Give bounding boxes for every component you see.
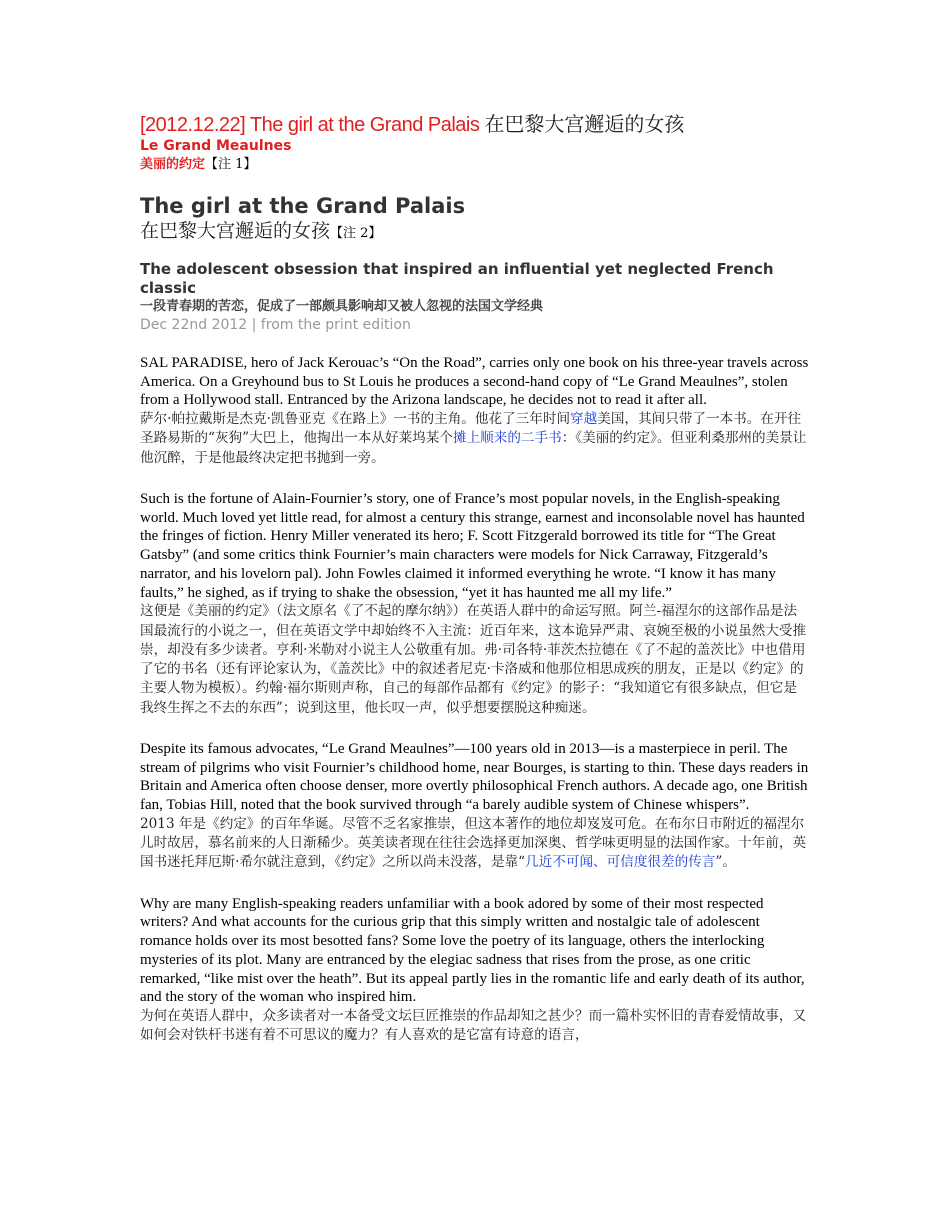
paragraph [140,895,810,1046]
standfirst-zh: 一段青春期的苦恋，促成了一部颇具影响却又被人忽视的法国文学经典 [140,299,544,314]
headline-zh-text: 在巴黎大宫邂逅的女孩 [140,220,331,242]
paragraph-zh-text: 萨尔·帕拉戴斯是杰克·凯鲁亚克《在路上》一书的主角。他花了三年时间 [140,411,571,428]
paragraph-zh-text: 美国，其间只带了一本书。在开往圣路易斯的“灰狗”大巴上，他掏出一本从好莱坞某个 [140,411,802,447]
paragraph-en: Despite its famous advocates, “Le Grand Meaulnes”—100 years old in 2013—is a masterpiece in peril. The stream of pilgrims who visit Fournier’s childhood home, near Bourges, is starting to thin. These days readers in Britain and America often choose denser, more overtly philosophical French authors. A decade ago, one British fan, Tobias Hill, noted that the book survived through “a barely audible system of Chinese whispers”. [140,741,809,814]
paragraph-zh-text: ：《美丽的约定》。但亚利桑那州的美景让他沉醉，于是他最终决定把书抛到一旁。 [140,430,807,466]
paragraph-zh: 这便是《美丽的约定》（法文原名《了不起的摩尔纳》）在英语人群中的命运写照。阿兰-福涅尔的这部作品是法国最流行的小说之一，但在英语文学中却始终不入主流：近百年来，这本诡异严肃、哀婉至极的小说虽然大受推崇，却没有多少读者。亨利·米勒对小说主人公敬重有加。弗·司各特·菲茨杰拉德在《了不起的盖茨比》中也借用了它的书名（还有评论家认为，《盖茨比》中的叙述者尼克·卡洛威和他那位相思成疾的朋友，正是以《约定》的主要人物为模板）。约翰·福尔斯则声称，自己的每部作品都有《约定》的影子：“我知道它有很多缺点，但它是我终生挥之不去的东西”；说到这里，他长叹一声，似乎想要摆脱这种痴迷。 [140,603,807,716]
zh-book-title-text: 美丽的约定 [140,157,206,172]
annotation-link[interactable]: 穿越 [570,411,598,428]
note-1-label: 【注 1】 [205,157,257,172]
headline: The girl at the Grand Palais [140,194,466,218]
zh-book-title [140,155,810,175]
paragraph-zh [140,410,810,468]
dateline: Dec 22nd 2012 | from the print edition [140,317,411,333]
paragraph [140,490,810,718]
paragraph-zh: 为何在英语人群中，众多读者对一本备受文坛巨匠推崇的作品却知之甚少？而一篇朴实怀旧的青春爱情故事，又如何会对铁杆书迷有着不可思议的魔力？有人喜欢的是它富有诗意的语言， [140,1007,807,1044]
page-title-en: [2012.12.22] The girl at the Grand Palais [140,114,480,136]
page-title [140,112,810,138]
page-title-zh: 在巴黎大宫邂逅的女孩 [484,112,685,136]
article-page [140,112,810,1046]
note-2-label: 【注 2】 [330,226,382,241]
paragraph [140,740,810,873]
paragraph-zh-text: 2013 年是《约定》的百年华诞。尽管不乏名家推崇，但这本著作的地位却岌岌可危。在布尔日市附近的福涅尔儿时故居，慕名前来的人日渐稀少。英美读者现在往往会选择更加深奥、哲学味更明显的法国作家。十年前，英国书迷托拜厄斯·希尔就注意到，《约定》之所以尚未没落，是靠“ [140,815,807,871]
paragraph-zh [140,815,810,873]
annotation-link[interactable]: 几近不可闻、可信度很差的传言 [525,854,716,871]
annotation-link[interactable]: 摊上顺来的二手书 [452,430,562,447]
paragraph-zh-text: ”。 [715,854,736,871]
original-title: Le Grand Meaulnes [140,138,292,154]
standfirst: The adolescent obsession that inspired an influential yet neglected French classic [140,260,774,297]
headline-zh [140,219,810,246]
paragraph [140,354,810,468]
paragraph-en: SAL PARADISE, hero of Jack Kerouac’s “On the Road”, carries only one book on his three-year travels across America. On a Greyhound bus to St Louis he produces a second-hand copy of “Le Grand Meaulnes”, stolen from a Hollywood stall. Entranced by the Arizona landscape, he decides not to read it after all. [140,355,809,409]
paragraph-en: Why are many English-speaking readers unfamiliar with a book adored by some of their most respected writers? And what accounts for the curious grip that this simply written and nostalgic tale of adolescent romance holds over its most besotted fans? Some love the poetry of its language, others the interlocking mysteries of its plot. Many are entranced by the elegiac sadness that rises from the prose, as one critic remarked, “like mist over the heath”. But its appeal partly lies in the romantic life and early death of its author, and the story of the woman who inspired him. [140,895,805,1006]
paragraph-en: Such is the fortune of Alain-Fournier’s story, one of France’s most popular novels, in the English-speaking world. Much loved yet little read, for almost a century this strange, earnest and inconsolable novel has haunted the fringes of fiction. Henry Miller venerated its hero; F. Scott Fitzgerald borrowed its title for “The Great Gatsby” (and some critics think Fournier’s main characters were models for Nick Carraway, Fitzgerald’s narrator, and his lovelorn pal). John Fowles claimed it informed everything he wrote. “I know it has many faults,” he sighed, as if trying to shake the obsession, “yet it has haunted me all my life.” [140,491,805,601]
